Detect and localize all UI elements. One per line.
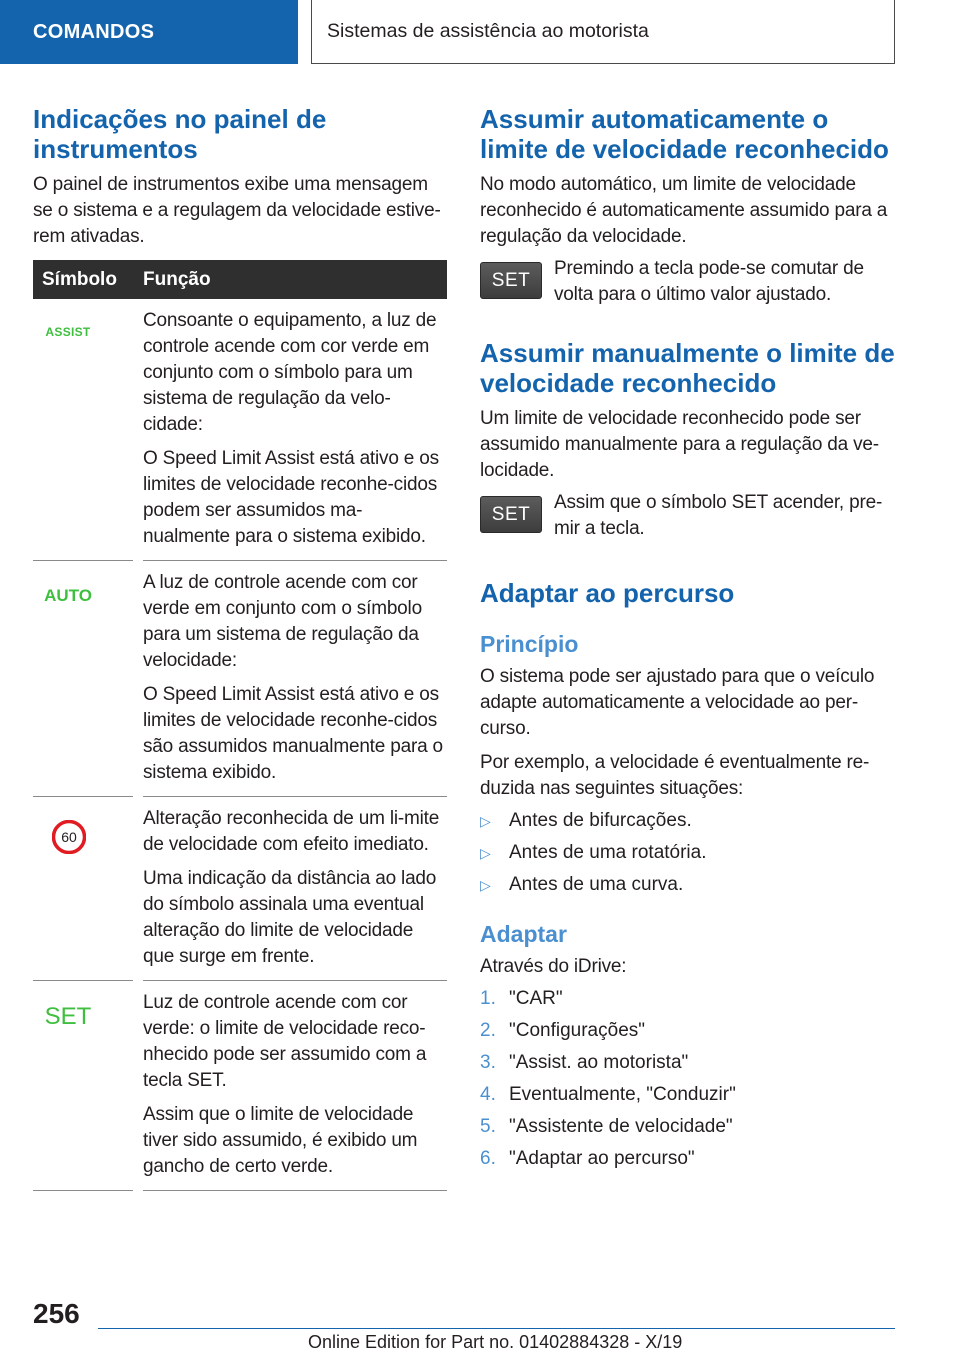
col-function-header: Função (143, 268, 211, 290)
list-item-text: Antes de bifurcações. (509, 810, 692, 831)
step-number: 4. (480, 1084, 496, 1105)
header-section-label: COMANDOS (33, 20, 155, 43)
via-idrive-text: Através do iDrive: (480, 956, 627, 977)
heading-principle: Princípio (480, 631, 579, 657)
step-text: "Assist. ao motorista" (509, 1052, 689, 1073)
step-text: "CAR" (509, 988, 563, 1009)
step-number: 2. (480, 1020, 496, 1041)
function-cell (143, 797, 447, 980)
triangle-bullet-icon: ▷ (480, 877, 491, 893)
table-row (33, 561, 447, 796)
set-button-icon: SET (480, 262, 542, 299)
set-button-note-text: Assim que o símbolo SET acender, pre-mir a tecla. (554, 492, 883, 539)
list-item (480, 840, 896, 866)
table-header (33, 260, 447, 299)
page-number: 256 (33, 1298, 80, 1329)
function-cell (143, 299, 447, 560)
manual-accept-paragraph: Um limite de velocidade reconhecido pode ser assumido manualmente para a regulação da ve-locidade. (480, 408, 879, 481)
list-item (480, 808, 896, 834)
heading-manual-accept: Assumir manualmente o limite de velocidade reconhecido (480, 338, 895, 398)
speed-limit-sign-icon (52, 820, 86, 854)
table-row (33, 299, 447, 560)
step-number: 5. (480, 1116, 496, 1137)
heading-adapt-route: Adaptar ao percurso (480, 578, 735, 608)
list-item (480, 1114, 896, 1140)
step-text: "Configurações" (509, 1020, 646, 1041)
symbols-table (33, 260, 447, 1191)
step-number: 1. (480, 988, 496, 1009)
steps-list (480, 986, 896, 1172)
heading-auto-accept: Assumir automaticamente o limite de velocidade reconhecido (480, 104, 889, 164)
list-item (480, 1050, 896, 1076)
row-text: O Speed Limit Assist está ativo e os limites de velocidade reconhe-cidos são assumidos manualmente para o sistema exibido. (143, 684, 443, 783)
row-text: Assim que o limite de velocidade tiver sido assumido, é exibido um gancho de certo verde. (143, 1104, 418, 1177)
list-item (480, 1082, 896, 1108)
auto-accept-paragraph: No modo automático, um limite de velocidade reconhecido é automaticamente assumido para a regulação da velocidade. (480, 174, 888, 247)
function-cell (143, 561, 447, 796)
intro-paragraph: O painel de instrumentos exibe uma mensagem se o sistema e a regulagem da velocidade estive-rem ativadas. (33, 174, 441, 247)
function-cell (143, 981, 447, 1190)
row-text: Alteração reconhecida de um li-mite de velocidade com efeito imediato. (143, 808, 440, 855)
step-number: 3. (480, 1052, 496, 1073)
header-chapter-tab (311, 0, 895, 64)
row-text: Luz de controle acende com cor verde: o limite de velocidade reco-nhecido pode ser assumido com a tecla SET. (143, 992, 427, 1091)
table-row (33, 797, 447, 980)
set-button-icon: SET (480, 496, 542, 533)
set-button-note (480, 488, 896, 542)
set-button-note (480, 254, 896, 308)
row-divider (33, 1190, 133, 1191)
symbol-cell (33, 797, 143, 980)
table-row (33, 981, 447, 1190)
left-column (33, 100, 447, 1191)
auto-indicator-icon: AUTO (44, 586, 92, 605)
triangle-bullet-icon: ▷ (480, 845, 491, 861)
right-column (480, 100, 896, 1172)
symbol-cell (33, 299, 143, 560)
speed-limit-value: 60 (61, 829, 77, 845)
step-text: "Adaptar ao percurso" (509, 1148, 695, 1169)
step-number: 6. (480, 1148, 496, 1169)
row-text: O Speed Limit Assist está ativo e os limites de velocidade reconhe-cidos podem ser assumidos ma-nualmente para o sistema exibido. (143, 448, 439, 547)
list-item (480, 872, 896, 898)
row-text: A luz de controle acende com cor verde em conjunto com o símbolo para um sistema de regulação da velocidade: (143, 572, 422, 671)
list-item (480, 986, 896, 1012)
assist-indicator-icon: ASSIST (45, 325, 91, 339)
footer-divider (98, 1328, 895, 1329)
row-text: Uma indicação da distância ao lado do símbolo assinala uma eventual alteração do limite de velocidade que surge em frente. (143, 868, 437, 967)
footer-edition: Online Edition for Part no. 01402884328 - X/19 (308, 1332, 683, 1352)
col-symbol-header: Símbolo (42, 268, 117, 290)
step-text: Eventualmente, "Conduzir" (509, 1084, 736, 1105)
triangle-bullet-icon: ▷ (480, 813, 491, 829)
principle-paragraph: Por exemplo, a velocidade é eventualmente re-duzida nas seguintes situações: (480, 752, 870, 799)
heading-indicators: Indicações no painel de instrumentos (33, 104, 327, 164)
symbol-cell (33, 981, 143, 1190)
list-item-text: Antes de uma rotatória. (509, 842, 707, 863)
situations-list (480, 808, 896, 898)
list-item-text: Antes de uma curva. (509, 874, 684, 895)
symbol-cell (33, 561, 143, 796)
set-indicator-icon: SET (44, 1003, 92, 1030)
row-divider (143, 1190, 447, 1191)
heading-adapt: Adaptar (480, 921, 567, 947)
row-text: Consoante o equipamento, a luz de controle acende com cor verde em conjunto com o símbolo para um sistema de regulação da velo-cidade: (143, 310, 437, 435)
step-text: "Assistente de velocidade" (509, 1116, 733, 1137)
header-section-tab (0, 0, 298, 64)
principle-paragraph: O sistema pode ser ajustado para que o veículo adapte automaticamente a velocidade ao per-curso. (480, 666, 875, 739)
list-item (480, 1018, 896, 1044)
set-button-note-text: Premindo a tecla pode-se comutar de volta para o último valor ajustado. (554, 258, 864, 305)
header-chapter-label: Sistemas de assistência ao motorista (327, 20, 649, 42)
list-item (480, 1146, 896, 1172)
